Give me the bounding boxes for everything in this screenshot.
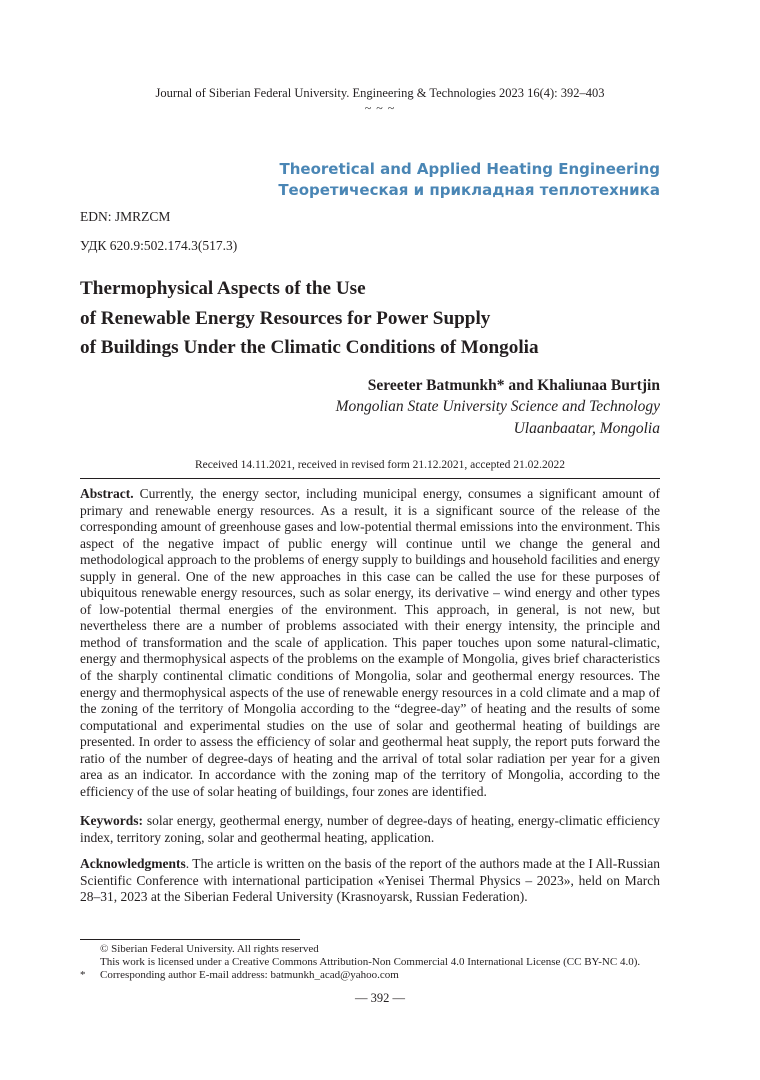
authors: Sereeter Batmunkh* and Khaliunaa Burtjin [367, 377, 660, 394]
article-title [80, 274, 640, 363]
footnote-corresponding-author: Corresponding author E-mail address: batmunkh_acad@yahoo.com [100, 969, 399, 981]
header-separator: ~ ~ ~ [364, 101, 396, 115]
abstract-label: Abstract. [80, 486, 134, 501]
footnote-divider [80, 939, 300, 940]
footnote-license: This work is licensed under a Creative Commons Attribution-Non Commercial 4.0 International License (CC BY-NC 4.0). [100, 956, 641, 968]
title-line: Thermophysical Aspects of the Use [80, 278, 366, 299]
rubric-russian: Теоретическая и прикладная теплотехника [278, 181, 660, 199]
keywords [80, 813, 660, 846]
abstract [80, 486, 660, 800]
keywords-label: Keywords: [80, 813, 143, 828]
footnote-copyright: © Siberian Federal University. All rights reserved [100, 943, 319, 955]
page-number: — 392 — [355, 991, 405, 1005]
divider [80, 478, 660, 479]
acknowledgments [80, 856, 660, 906]
keywords-text: solar energy, geothermal energy, number of degree-days of heating, energy-climatic efficiency index, territory zoning, solar and geothermal heating, application. [80, 813, 661, 845]
title-line: of Renewable Energy Resources for Power Supply [80, 307, 491, 329]
acknowledgments-text: . The article is written on the basis of the report of the authors made at the I All-Russian Scientific Conference with international participation «Yenisei Thermal Physics – 2023», held on March 28–31, 2023 at the Siberian Federal University (Krasnoyarsk, Russian Federation). [80, 856, 660, 905]
acknowledgments-label: Acknowledgments [80, 856, 186, 871]
journal-citation: Journal of Siberian Federal University. Engineering & Technologies 2023 16(4): 392–403 [155, 86, 605, 100]
edn-code: EDN: JMRZCM [80, 209, 171, 224]
affiliation-location: Ulaanbaatar, Mongolia [513, 420, 660, 437]
abstract-text: Currently, the energy sector, including municipal energy, consumes a significant amount of primary and renewable energy resources. As a result, it is a significant source of the release of the corresponding amount of greenhouse gases and low-potential thermal emissions into the environment. This aspect of the negative impact of public energy will continue until we change the general and methodological approach to the problems of energy supply to buildings and household facilities and energy supply in general. One of the new approaches in this case can be called the use for these purposes of ubiquitous renewable energy resources, such as solar energy, its derivative – wind energy and other types of low-potential thermal energies of the environment. This approach, in general, is not new, but nevertheless there are a number of problems associated with their energy intensity, the principle and method of transformation and the scale of application. This paper touches upon some natural-climatic, energy and thermophysical aspects of the problems on the example of Mongolia, gives brief characteristics of the sharply continental climatic conditions of Mongolia, solar and geothermal energy resources. The energy and thermophysical aspects of the use of renewable energy resources in a cold climate and a map of the zoning of the territory of Mongolia according to the “degree-day” of heating and the results of some computational and experimental studies on the use of solar and geothermal heating of buildings are presented. In order to assess the efficiency of solar and geothermal heat supply, the report puts forward the ratio of the number of degree-days of heating and the arrival of total solar radiation per year for a given area as an indicator. In accordance with the zoning map of the territory of Mongolia, according to the efficiency of the use of solar heating of buildings, four zones are identified. [80, 486, 660, 799]
footnote-marker: * [80, 969, 86, 981]
rubric-english: Theoretical and Applied Heating Engineering [279, 160, 660, 178]
affiliation-institution: Mongolian State University Science and Technology [335, 398, 660, 415]
udk-code: УДК 620.9:502.174.3(517.3) [80, 238, 238, 253]
title-line: of Buildings Under the Climatic Conditions of Mongolia [80, 337, 539, 358]
received-dates: Received 14.11.2021, received in revised form 21.12.2021, accepted 21.02.2022 [194, 459, 566, 471]
